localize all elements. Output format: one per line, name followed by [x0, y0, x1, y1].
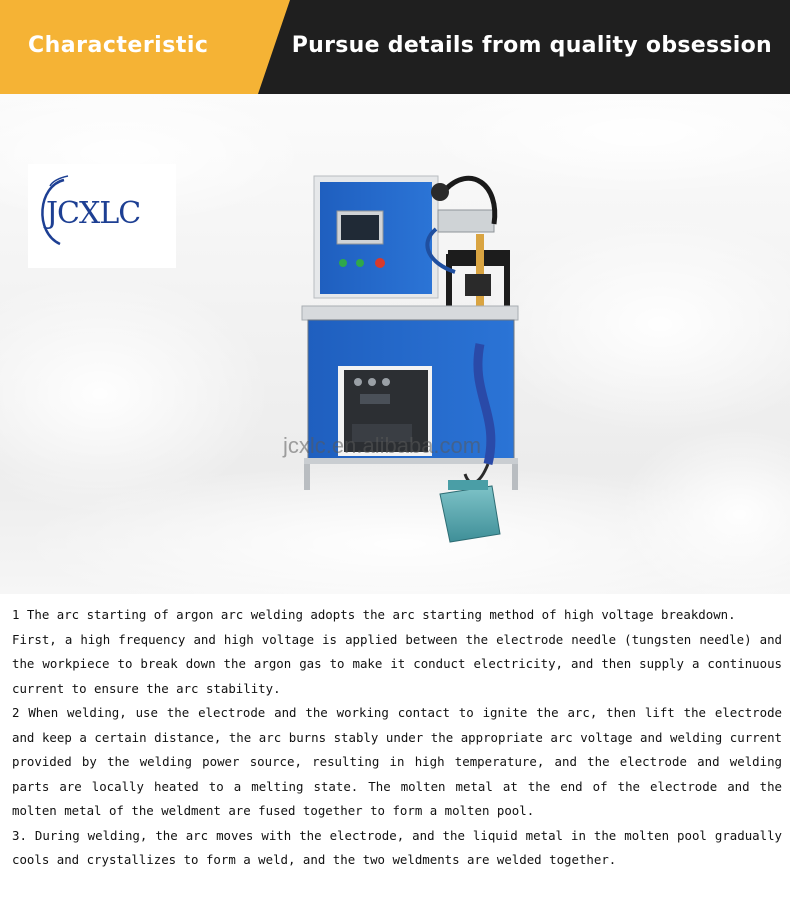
logo-text: JCXLC [46, 196, 141, 231]
characteristic-title: Characteristic [28, 33, 209, 58]
description-text [12, 603, 782, 873]
product-photo [0, 94, 790, 594]
paragraph: First, a high frequency and high voltage is applied between the electrode needle (tungsten needle) and the workpiece to break down the argon gas to make it conduct electricity, and then supply a continuous current to ensure the arc stability. [12, 631, 782, 696]
paragraph: 2 When welding, use the electrode and the working contact to ignite the arc, then lift the electrode and keep a certain distance, the arc burns stably under the appropriate arc voltage and welding current provided by the welding power source, resulting in high temperature, and the electrode and welding parts are locally heated to a melting state. The molten metal at the end of the electrode and the molten metal of the weldment are fused together to form a molten pool. [12, 705, 782, 818]
jcxlc-logo [28, 164, 176, 268]
paragraph: 3. During welding, the arc moves with the electrode, and the liquid metal in the molten pool gradually cools and crystallizes to form a weld, and the two weldments are welded together. [12, 827, 782, 867]
tagline-title: Pursue details from quality obsession [291, 33, 772, 58]
paragraph: 1 The arc starting of argon arc welding adopts the arc starting method of high voltage breakdown. [12, 607, 736, 622]
header-banner [0, 0, 790, 94]
watermark: jcxlc.en.alibaba.com [283, 433, 482, 458]
